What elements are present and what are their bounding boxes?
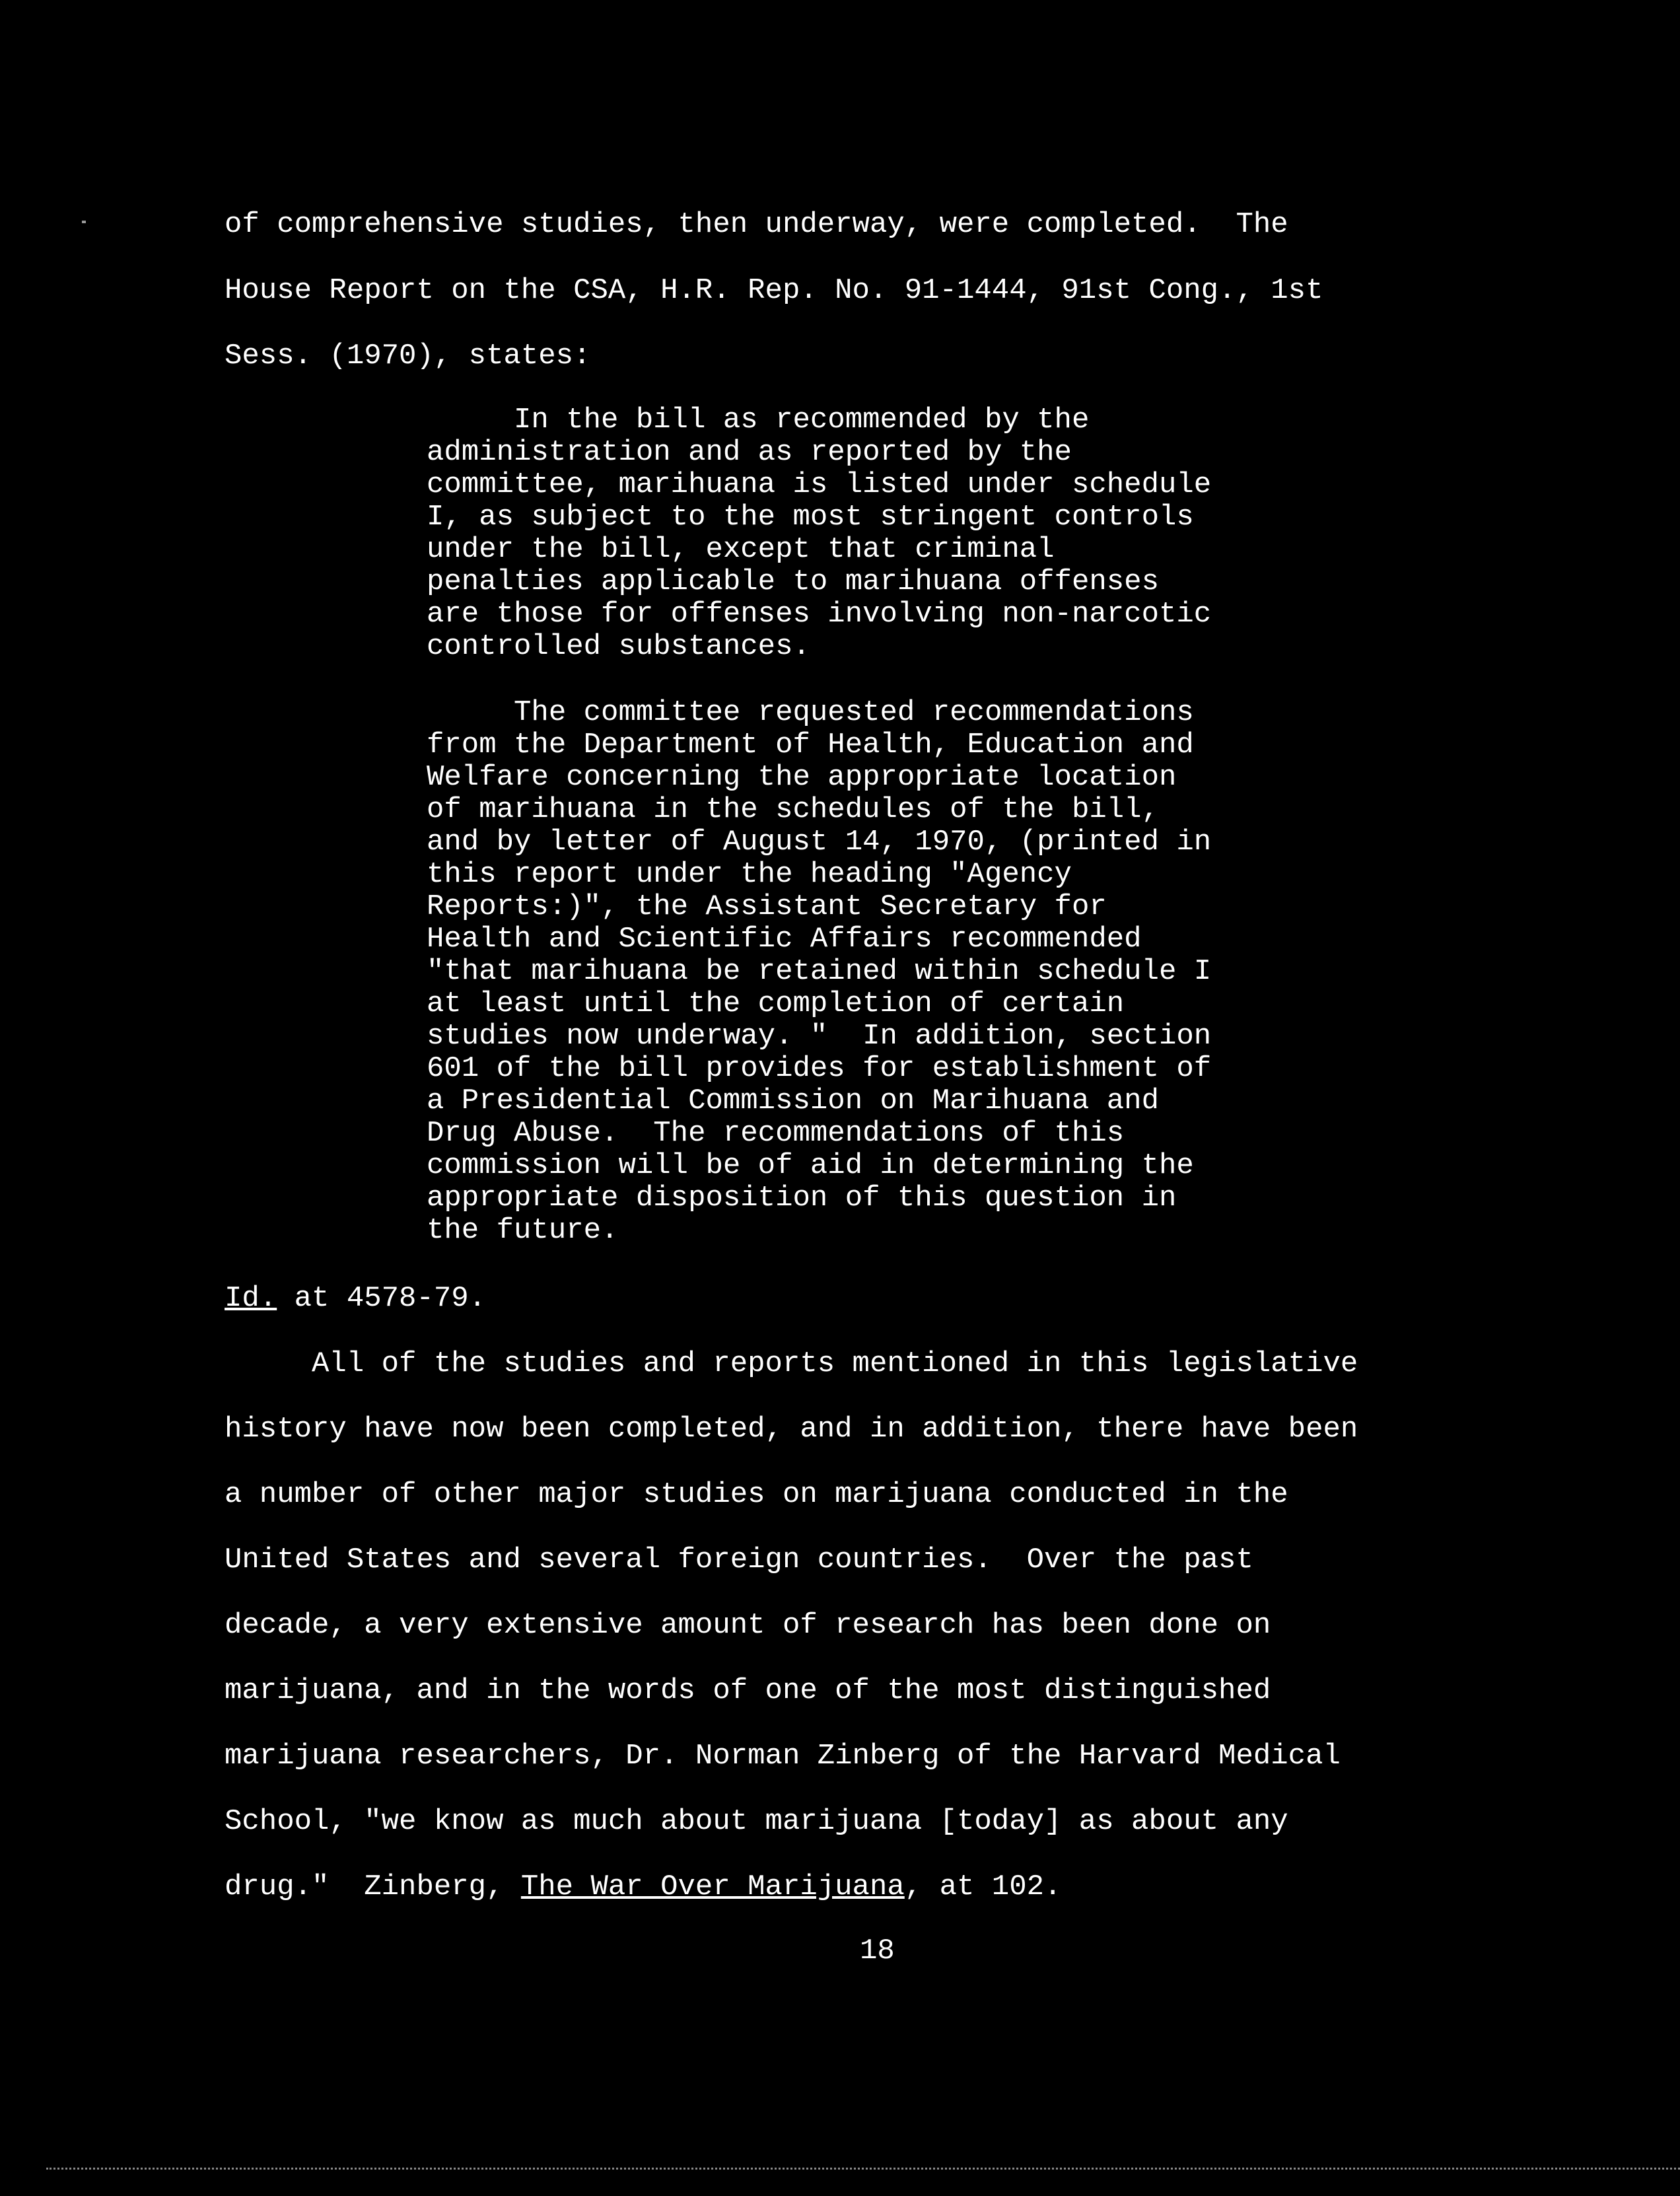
intro-line-2: House Report on the CSA, H.R. Rep. No. 91-1444, 91st Cong., 1st: [225, 274, 1323, 307]
citation-pages: at 4578-79.: [277, 1282, 487, 1315]
quote-p1-line-6: penalties applicable to marihuana offenses: [427, 565, 1159, 598]
quote-p2-line-15: commission will be of aid in determining the: [427, 1149, 1194, 1182]
intro-line-3: Sess. (1970), states:: [225, 339, 591, 372]
citation-line: [225, 1284, 486, 1313]
quote-p2-line-17: the future.: [427, 1214, 619, 1247]
quote-p2-line-12: 601 of the bill provides for establishment of: [427, 1052, 1212, 1085]
body-line-8: School, "we know as much about marijuana [today] as about any: [225, 1805, 1288, 1838]
body-line-3: a number of other major studies on marijuana conducted in the: [225, 1478, 1288, 1511]
quote-p2-line-4: of marihuana in the schedules of the bill,: [427, 793, 1159, 826]
quote-p1-line-1: In the bill as recommended by the: [427, 404, 1090, 437]
body-line-2: history have now been completed, and in addition, there have been: [225, 1413, 1358, 1446]
quote-p2-line-1: The committee requested recommendations: [427, 696, 1194, 729]
body-line-6: marijuana, and in the words of one of the most distinguished: [225, 1674, 1271, 1707]
quote-p1-line-7: are those for offenses involving non-narcotic: [427, 598, 1212, 631]
quote-p2-line-3: Welfare concerning the appropriate location: [427, 761, 1177, 794]
quote-p1-line-5: under the bill, except that criminal: [427, 533, 1055, 566]
quote-p2-line-5: and by letter of August 14, 1970, (printed in: [427, 826, 1212, 859]
quote-p1-line-8: controlled substances.: [427, 630, 810, 663]
scan-speck: [82, 221, 86, 223]
quote-p2-line-10: at least until the completion of certain: [427, 987, 1125, 1020]
intro-line-1: of comprehensive studies, then underway, were completed. The: [225, 208, 1288, 241]
body-last-line-prefix: drug." Zinberg,: [225, 1870, 521, 1903]
quote-p2-line-6: this report under the heading "Agency: [427, 858, 1072, 891]
body-line-5: decade, a very extensive amount of research has been done on: [225, 1609, 1271, 1642]
body-last-line-suffix: , at 102.: [904, 1870, 1062, 1903]
page-number: 18: [860, 1934, 895, 1967]
citation-id-label: Id.: [225, 1282, 277, 1315]
book-title: The War Over Marijuana: [520, 1870, 905, 1903]
quote-p2-line-13: a Presidential Commission on Marihuana and: [427, 1084, 1159, 1117]
quote-p1-line-4: I, as subject to the most stringent controls: [427, 501, 1194, 534]
quote-p2-line-11: studies now underway. " In addition, section: [427, 1020, 1212, 1053]
body-line-4: United States and several foreign countries. Over the past: [225, 1543, 1253, 1576]
quote-p2-line-9: "that marihuana be retained within schedule I: [427, 955, 1212, 988]
quote-p2-line-16: appropriate disposition of this question in: [427, 1182, 1177, 1215]
quote-p2-line-14: Drug Abuse. The recommendations of this: [427, 1117, 1125, 1150]
body-line-1: All of the studies and reports mentioned in this legislative: [225, 1347, 1358, 1380]
scan-bottom-edge: [46, 2168, 1680, 2170]
quote-p2-line-2: from the Department of Health, Education and: [427, 728, 1194, 762]
quote-p2-line-8: Health and Scientific Affairs recommended: [427, 923, 1142, 956]
body-line-7: marijuana researchers, Dr. Norman Zinberg of the Harvard Medical: [225, 1740, 1341, 1773]
quote-p1-line-3: committee, marihuana is listed under schedule: [427, 468, 1212, 501]
quote-p1-line-2: administration and as reported by the: [427, 436, 1072, 469]
body-line-9: [225, 1872, 1061, 1901]
quote-p2-line-7: Reports:)", the Assistant Secretary for: [427, 890, 1107, 923]
